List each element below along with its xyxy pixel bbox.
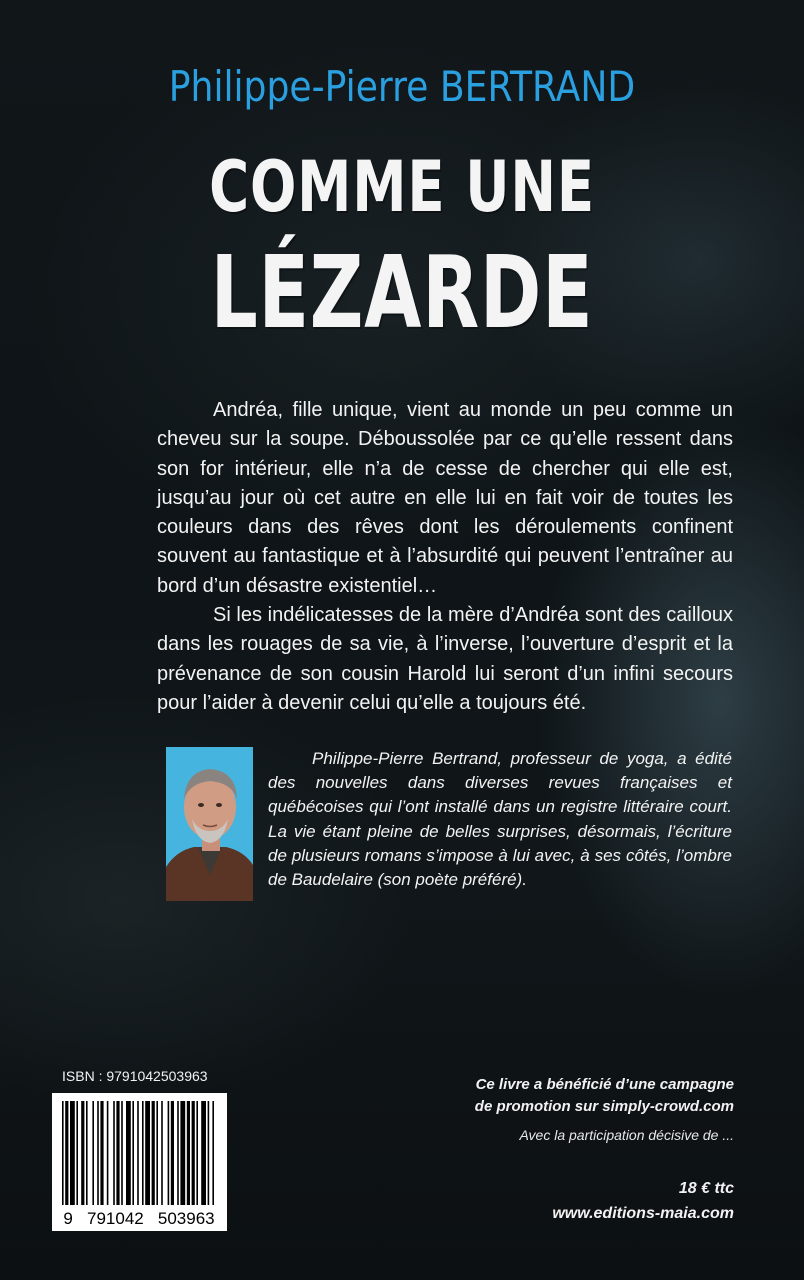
barcode-bar	[142, 1101, 144, 1205]
synopsis-paragraph-2: Si les indélicatesses de la mère d’Andréa sont des cailloux dans les rouages de sa vie, à l’inverse, l’ouverture d’esprit et la prévenance de son cousin Harold lui seront d’un infini secours pour l’aider à devenir celui qu’elle a toujours été.	[157, 604, 733, 714]
barcode-bar	[62, 1101, 64, 1205]
barcode-bar	[70, 1101, 75, 1205]
barcode-bar	[97, 1101, 99, 1205]
barcode-bar	[212, 1101, 214, 1205]
barcode-bar	[201, 1101, 206, 1205]
author-photo	[166, 747, 253, 901]
barcode-bar	[121, 1101, 123, 1205]
barcode-bar	[113, 1101, 115, 1205]
campaign-line-2: de promotion sur simply-crowd.com	[474, 1098, 734, 1115]
barcode-bar	[107, 1101, 109, 1205]
barcode-bar	[168, 1101, 170, 1205]
barcode-bar	[137, 1101, 139, 1205]
synopsis	[157, 396, 733, 718]
barcode-bar	[132, 1101, 134, 1205]
barcode-bar	[81, 1101, 84, 1205]
barcode-bar	[126, 1101, 131, 1205]
isbn-barcode	[52, 1093, 227, 1231]
barcode-bar	[76, 1101, 78, 1205]
price: 18 € ttc	[678, 1180, 734, 1197]
barcode-bar	[156, 1101, 158, 1205]
barcode-bar	[116, 1101, 119, 1205]
author-name: Philippe-Pierre BERTRAND	[168, 62, 636, 111]
book-title-line-1: COMME UNE	[209, 146, 595, 228]
barcode-bar	[145, 1101, 150, 1205]
barcode-bar	[171, 1101, 174, 1205]
author-bio-text: Philippe-Pierre Bertrand, professeur de yoga, a édité des nouvelles dans diverses revues françaises et québécoises qui l’ont installé dans un registre littéraire court. La vie étant pleine de belles surprises, désormais, l’écriture de plusieurs romans s’impose à lui avec, à ses côtés, l’ombre de Baudelaire (son poète préféré).	[268, 749, 732, 890]
barcode-bar	[92, 1101, 94, 1205]
barcode-bars	[62, 1101, 214, 1205]
book-title-line-2: LÉZARDE	[210, 234, 594, 351]
barcode-bar	[100, 1101, 103, 1205]
barcode-bar	[65, 1101, 68, 1205]
barcode-bar	[196, 1101, 198, 1205]
participation-note: Avec la participation décisive de ...	[519, 1127, 734, 1143]
author-portrait-illustration	[166, 747, 253, 901]
publisher-website-link[interactable]: www.editions-maia.com	[552, 1205, 734, 1222]
promotion-campaign-note	[420, 1074, 734, 1118]
author-bio	[268, 747, 732, 892]
barcode-bar	[180, 1101, 185, 1205]
isbn-label: ISBN : 9791042503963	[62, 1068, 208, 1084]
barcode-bar	[86, 1101, 88, 1205]
barcode-bar	[187, 1101, 190, 1205]
barcode-graphic	[52, 1093, 227, 1231]
barcode-bar	[208, 1101, 210, 1205]
barcode-digits: 9 791042 503963	[63, 1209, 215, 1228]
barcode-bar	[192, 1101, 195, 1205]
campaign-line-1: Ce livre a bénéficié d’une campagne	[475, 1076, 734, 1093]
barcode-bar	[177, 1101, 179, 1205]
barcode-bar	[152, 1101, 155, 1205]
barcode-bar	[161, 1101, 163, 1205]
synopsis-paragraph-1: Andréa, fille unique, vient au monde un peu comme un cheveu sur la soupe. Déboussolée par ce qu’elle ressent dans son for intérieur, elle n’a de cesse de chercher qui elle est, jusqu’au jour où cet autre en elle lui en fait voir de toutes les couleurs dans des rêves dont les déroulements confinent souvent au fantastique et à l’absurdité qui peuvent l’entraîner au bord d’un désastre existentiel…	[157, 399, 733, 597]
